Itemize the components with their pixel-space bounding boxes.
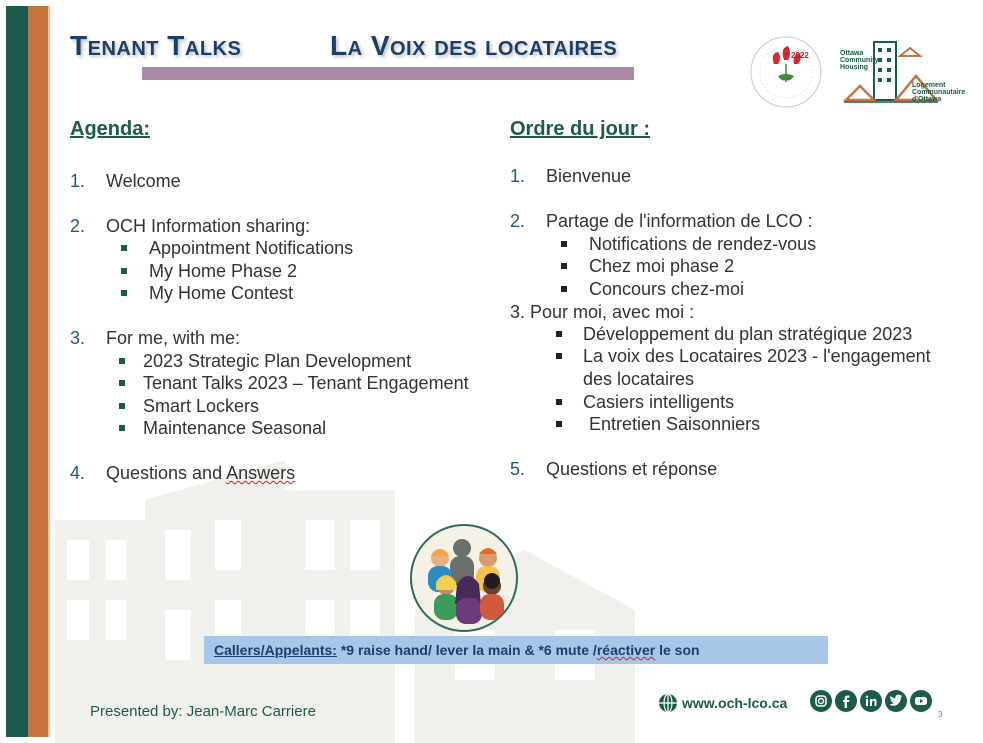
left-orange-bar bbox=[28, 6, 48, 737]
badge-year: 2022 bbox=[791, 51, 809, 60]
background-building-watermark bbox=[55, 460, 675, 743]
callers-instructions-bar bbox=[204, 636, 828, 664]
lco-logo-line: Logement bbox=[912, 82, 946, 89]
ordre-subitem: La voix des Locataires 2023 - l'engagement bbox=[583, 346, 931, 366]
ordre-item-partage: Partage de l'information de LCO : bbox=[546, 211, 813, 231]
och-logo-line: Community bbox=[840, 57, 879, 64]
globe-icon bbox=[658, 693, 678, 713]
agenda-subitem: Maintenance Seasonal bbox=[143, 418, 327, 438]
bullet-icon bbox=[121, 245, 127, 251]
ordre-subitem: Notifications de rendez-vous bbox=[589, 234, 817, 254]
page-number: 3 bbox=[938, 710, 943, 719]
bullet-icon bbox=[556, 421, 562, 427]
bullet-icon bbox=[119, 358, 125, 364]
ordre-item-number: 2. bbox=[510, 211, 526, 231]
ordre-item-number: 5. bbox=[510, 459, 526, 479]
people-group-icon bbox=[412, 526, 516, 630]
agenda-item-number: 4. bbox=[70, 463, 86, 483]
ordre-item-bienvenue: Bienvenue bbox=[546, 166, 632, 186]
website[interactable] bbox=[658, 691, 787, 715]
bullet-icon bbox=[119, 403, 125, 409]
agenda-heading: Agenda: bbox=[70, 118, 150, 140]
youtube-glyph bbox=[910, 690, 932, 712]
och-logo-text bbox=[840, 50, 879, 71]
instagram-icon[interactable] bbox=[810, 690, 832, 712]
lco-logo-line: d'Ottawa bbox=[912, 96, 942, 103]
agenda-item-number: 1. bbox=[70, 171, 86, 191]
och-lco-logo bbox=[838, 36, 968, 108]
bullet-icon bbox=[121, 268, 127, 274]
ordre-subitem: Entretien Saisonniers bbox=[589, 414, 761, 434]
agenda-item-number: 2. bbox=[70, 216, 86, 236]
callers-text: *9 raise hand/ lever la main & *6 mute / bbox=[336, 642, 597, 658]
agenda-subitem: My Home Contest bbox=[149, 283, 294, 303]
bullet-icon bbox=[556, 353, 562, 359]
top-employer-badge-logo bbox=[748, 34, 824, 110]
bullet-icon bbox=[121, 290, 127, 296]
ordre-subitem: Casiers intelligents bbox=[583, 392, 735, 412]
agenda-subitem: My Home Phase 2 bbox=[149, 261, 298, 281]
lco-logo-line: Communautaire bbox=[912, 89, 966, 96]
ordre-subitem-continuation: des locataires bbox=[583, 369, 695, 389]
bullet-icon bbox=[119, 425, 125, 431]
facebook-glyph bbox=[835, 690, 857, 712]
agenda-subitem: Tenant Talks 2023 – Tenant Engagement bbox=[143, 373, 469, 393]
facebook-icon[interactable] bbox=[835, 690, 857, 712]
bullet-icon bbox=[556, 399, 562, 405]
left-thin-bar bbox=[48, 6, 50, 737]
agenda-answers-text: Answers bbox=[226, 463, 296, 483]
linkedin-glyph bbox=[860, 690, 882, 712]
presenter-credit: Presented by: Jean-Marc Carriere bbox=[90, 703, 316, 720]
agenda-questions-text: Questions and bbox=[106, 463, 227, 483]
bullet-icon bbox=[556, 331, 562, 337]
ordre-heading: Ordre du jour : bbox=[510, 118, 650, 140]
twitter-icon[interactable] bbox=[885, 690, 907, 712]
twitter-glyph bbox=[885, 690, 907, 712]
ordre-item-number: 1. bbox=[510, 166, 526, 186]
callers-instructions bbox=[214, 642, 700, 658]
agenda-item-number: 3. bbox=[70, 328, 86, 348]
callers-text-end: le son bbox=[655, 642, 700, 658]
agenda-item-welcome: Welcome bbox=[106, 171, 181, 191]
title-french: La Voix des locataires bbox=[330, 30, 618, 61]
agenda-item-och-info: OCH Information sharing: bbox=[106, 216, 311, 236]
linkedin-icon[interactable] bbox=[860, 690, 882, 712]
och-logo-line: Housing bbox=[840, 64, 868, 71]
agenda-subitem: 2023 Strategic Plan Development bbox=[143, 351, 412, 371]
agenda-subitem: Appointment Notifications bbox=[149, 238, 354, 258]
ordre-subitem: Chez moi phase 2 bbox=[589, 256, 735, 276]
ordre-item-pour-moi: 3. Pour moi, avec moi : bbox=[510, 302, 695, 322]
callers-label: Callers/Appelants: bbox=[214, 642, 337, 658]
bullet-icon bbox=[561, 286, 567, 292]
youtube-icon[interactable] bbox=[910, 690, 932, 712]
agenda-item-questions bbox=[106, 463, 295, 484]
instagram-glyph bbox=[810, 690, 832, 712]
ordre-item-questions: Questions et réponse bbox=[546, 459, 718, 479]
och-logo-line: Ottawa bbox=[840, 50, 864, 57]
title-underline-bar bbox=[142, 67, 634, 80]
social-icons bbox=[810, 690, 935, 712]
ordre-subitem: Concours chez-moi bbox=[589, 279, 745, 299]
callers-reactiver: réactiver bbox=[596, 642, 656, 658]
bullet-icon bbox=[561, 263, 567, 269]
title-english: Tenant Talks bbox=[70, 30, 242, 61]
left-green-bar bbox=[6, 6, 28, 737]
bullet-icon bbox=[119, 380, 125, 386]
agenda-item-for-me: For me, with me: bbox=[106, 328, 241, 348]
website-url[interactable]: www.och-lco.ca bbox=[682, 695, 788, 711]
ordre-subitem: Développement du plan stratégique 2023 bbox=[583, 324, 913, 344]
bullet-icon bbox=[561, 241, 567, 247]
people-illustration bbox=[410, 524, 518, 632]
lco-logo-text bbox=[912, 82, 965, 103]
agenda-subitem: Smart Lockers bbox=[143, 396, 260, 416]
